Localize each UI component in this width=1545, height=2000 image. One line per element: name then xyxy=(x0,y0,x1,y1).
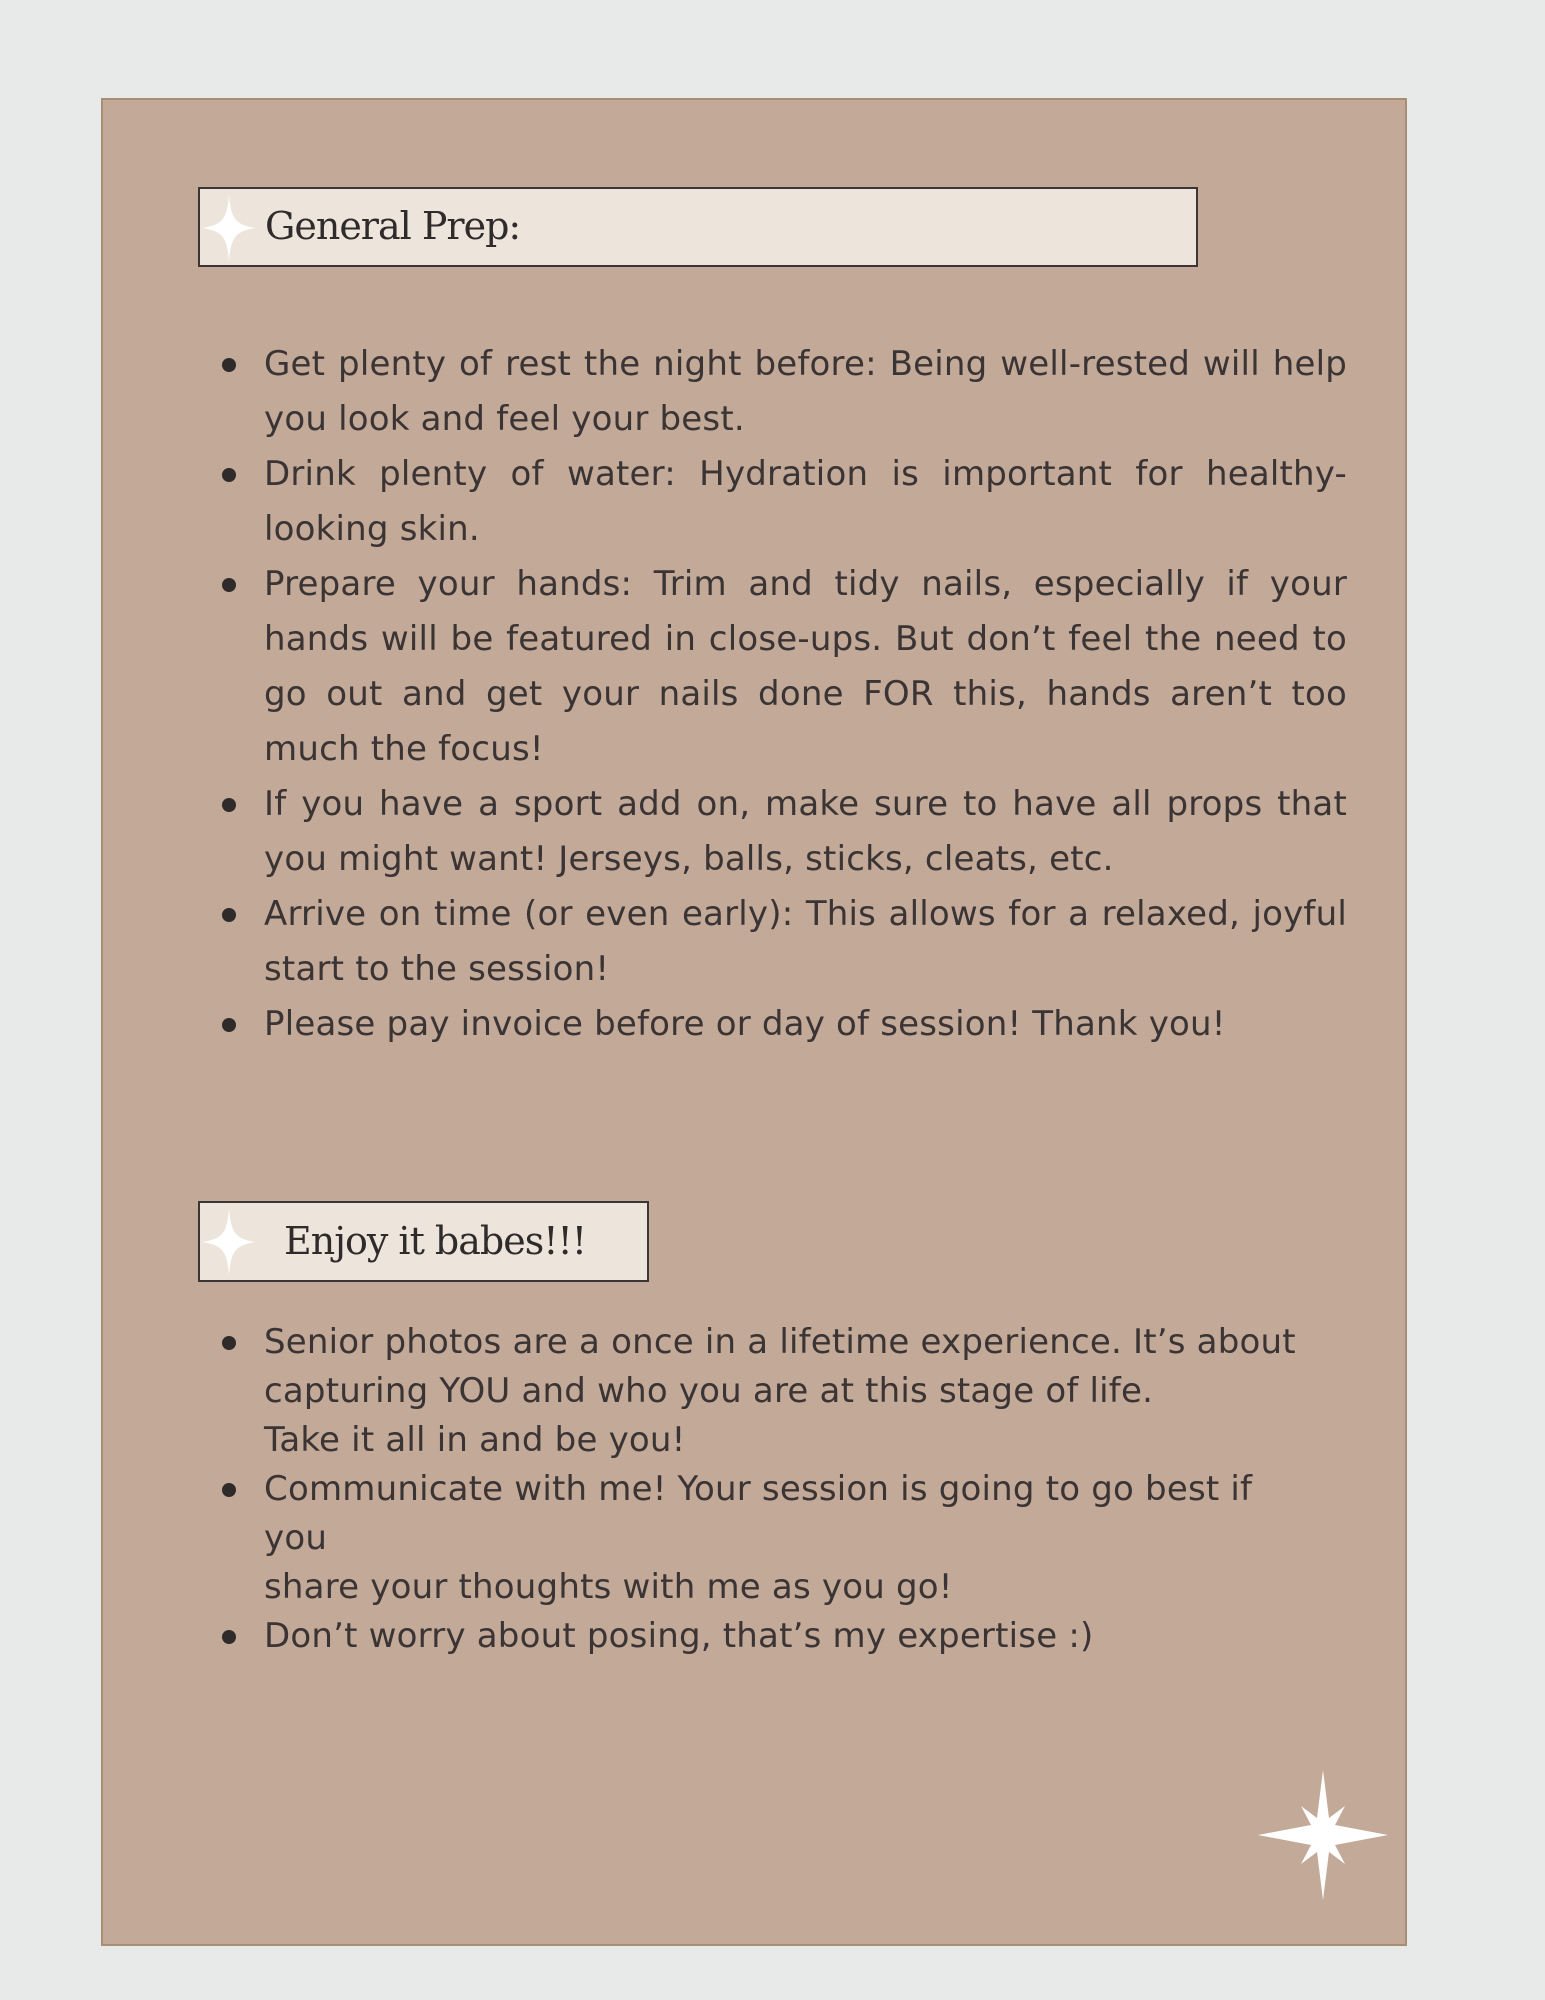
list-item: Please pay invoice before or day of session! Thank you! xyxy=(103,997,1347,1052)
list-item: Prepare your hands: Trim and tidy nails, especially if your hands will be featured in close-ups. But don’t feel the need to go out and get your nails done FOR this, hands aren’t too much the focus! xyxy=(103,557,1347,777)
document-page xyxy=(101,98,1407,1946)
list-item xyxy=(103,1318,1303,1465)
sparkle-icon xyxy=(202,1209,256,1275)
section-title: Enjoy it babes!!! xyxy=(284,1218,587,1263)
list-item xyxy=(103,1612,1303,1661)
list-item xyxy=(103,1465,1303,1612)
list-item: Drink plenty of water: Hydration is important for healthy-looking skin. xyxy=(103,447,1347,557)
section-heading-general-prep xyxy=(198,187,1198,267)
list-item: If you have a sport add on, make sure to have all props that you might want! Jerseys, balls, sticks, cleats, etc. xyxy=(103,777,1347,887)
list-item: Arrive on time (or even early): This allows for a relaxed, joyful start to the session! xyxy=(103,887,1347,997)
enjoy-list xyxy=(103,1318,1303,1661)
list-item-line: capturing YOU and who you are at this stage of life. xyxy=(264,1371,1154,1411)
section-heading-enjoy xyxy=(198,1201,649,1282)
section-title: General Prep: xyxy=(265,204,521,249)
list-item-line: Take it all in and be you! xyxy=(264,1420,686,1460)
general-prep-list xyxy=(103,337,1347,1052)
list-item-line: Communicate with me! Your session is going to go best if you xyxy=(264,1469,1253,1558)
list-item-line: Don’t worry about posing, that’s my expertise :) xyxy=(264,1616,1094,1656)
list-item-line: Senior photos are a once in a lifetime experience. It’s about xyxy=(264,1322,1296,1362)
list-item-line: share your thoughts with me as you go! xyxy=(264,1567,953,1607)
sparkle-icon xyxy=(202,195,256,261)
list-item: Get plenty of rest the night before: Being well-rested will help you look and feel your best. xyxy=(103,337,1347,447)
sparkle-icon xyxy=(1258,1770,1388,1900)
